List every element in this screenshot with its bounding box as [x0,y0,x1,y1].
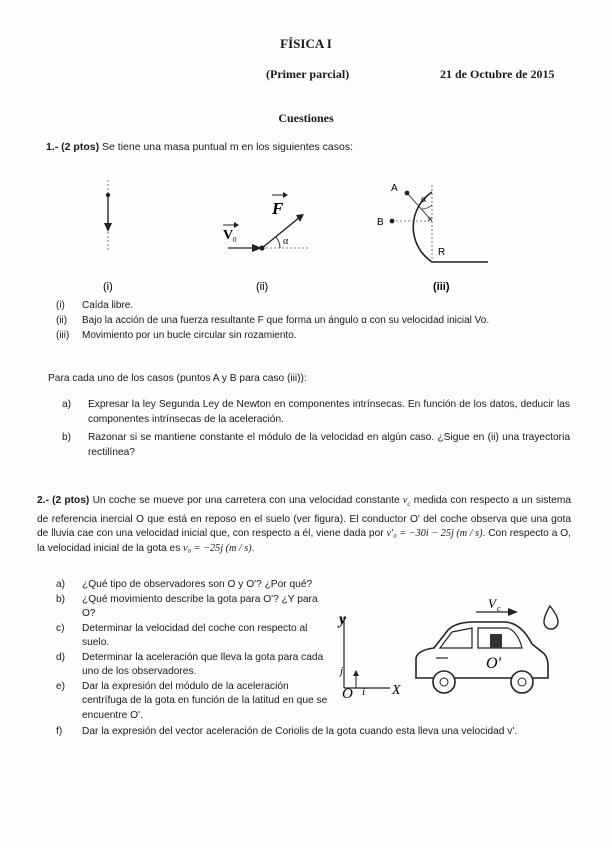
svg-text:×: × [427,214,433,224]
item-mark: a) [62,399,72,410]
q2-item-f [56,725,586,740]
fig-label-i: (i) [103,281,113,293]
item-text: ¿Qué tipo de observadores son O y O'? ¿Por qué? [82,579,313,590]
car-Oprime-label: O' [486,655,501,672]
fig-ii-V0-label: V [223,228,234,243]
fig-label-iii: (iii) [433,281,450,293]
q1-figure [0,165,612,300]
q2-text-2: medida con respecto a un sistema de referencia inercial O que está en reposo en el suelo (ver figura). El conductor O' del coche observa que una gota de lluvia cae con una velocidad inicial que, con respecto a él, viene dada por [37,495,571,540]
case-text: Caída libre. [82,300,134,311]
case-item [56,298,586,313]
q2-eq1: v'₀ = −30i − 25j (m / s) [386,528,483,540]
q2-text-4: . [251,542,255,554]
case-item [56,328,586,343]
q1-intro-text: Se tiene una masa puntual m en los siguientes casos: [99,141,353,153]
q2-items-left [56,578,334,723]
q1-number: 1.- (2 ptos) [46,141,100,153]
item-mark: b) [56,593,66,605]
fig-iii-R: R [438,247,446,258]
item-text: Razonar si se mantiene constante el módulo de la velocidad en algún caso. ¿Sigue en (ii) una trayectoria rectilínea? [88,432,570,458]
item-text: Dar la expresión del módulo de la aceleración centrífuga de la gota en función de la latitud en que se encuentre O'. [82,680,328,721]
origin-O-label: O [342,686,353,702]
item-text: Determinar la aceleración que lleva la gota para cada uno de los observadores. [82,651,324,677]
fig-label-ii: (ii) [256,281,269,293]
q1-intro [46,141,353,153]
fig-iii-B: B [377,217,384,228]
item-mark: e) [56,680,66,692]
car-vc-sub: c [497,604,501,613]
q2-item [56,593,334,622]
q2-eq2: v₀ = −25j (m / s) [183,542,252,554]
q2-text-1: Un coche se mueve por una carretera con una velocidad constante [89,495,403,506]
fig-iii-alpha: α [421,194,427,205]
exam-name: (Primer parcial) [266,67,350,81]
page-title: FÍSICA I [280,36,332,51]
q1-items [62,398,570,460]
q2-item [56,578,334,593]
q2-number: 2.- (2 ptos) [37,495,90,506]
case-mark: (ii) [56,315,68,326]
q2-vc: v [402,495,408,506]
q2-item [56,651,334,680]
case-mark: (i) [56,300,65,311]
item-text: Dar la expresión del vector aceleración de Coriolis de la gota cuando esta lleva una velocidad v'. [82,726,518,737]
q1-item [62,398,570,427]
q2-car-figure [336,592,576,704]
fig-ii-F-label: F [272,199,284,218]
case-text: Bajo la acción de una fuerza resultante F que forma un ángulo α con su velocidad inicial Vo. [82,315,490,326]
unit-j-label: j [340,665,344,677]
q2-item [56,725,586,740]
item-mark: b) [62,432,72,443]
q1-prompt: Para cada uno de los casos (puntos A y B para caso (iii)): [48,373,307,384]
q2-intro [37,494,571,556]
car-vc-label: V [488,596,496,611]
car-icon [416,622,548,693]
case-mark: (iii) [56,330,70,341]
axis-y-label: y [339,611,347,628]
item-mark: f) [56,726,63,737]
exam-date: 21 de Octubre de 2015 [440,67,555,81]
q2-vc-sub: c [407,500,411,509]
fig-ii-V0-sub: 0 [233,236,237,244]
section-heading: Cuestiones [278,111,334,125]
fig-i-free-fall [104,180,112,250]
fig-ii-alpha: α [283,236,289,247]
q2-text-3: . Con respecto a O, la velocidad inicial de la gota es [37,528,571,554]
fig-iii-A: A [391,183,398,194]
q1-item [62,431,570,460]
q2-item [56,622,334,651]
item-mark: d) [56,651,66,663]
case-item [56,313,586,328]
item-text: Expresar la ley Segunda Ley de Newton en componentes intrínsecas. En función de los datos, deducir las componentes intrínsecas de la aceleración. [88,399,570,425]
item-mark: a) [56,579,66,590]
axis-x-label: X [392,683,401,698]
unit-i-label: i [362,686,366,698]
case-text: Movimiento por un bucle circular sin rozamiento. [82,330,297,341]
raindrop-icon [544,606,558,629]
q2-item [56,680,334,724]
q1-cases [56,298,586,343]
item-text: Determinar la velocidad del coche con respecto al suelo. [82,622,308,648]
item-text: ¿Qué movimiento describe la gota para O'? ¿Y para O? [82,593,318,619]
item-mark: c) [56,622,65,634]
